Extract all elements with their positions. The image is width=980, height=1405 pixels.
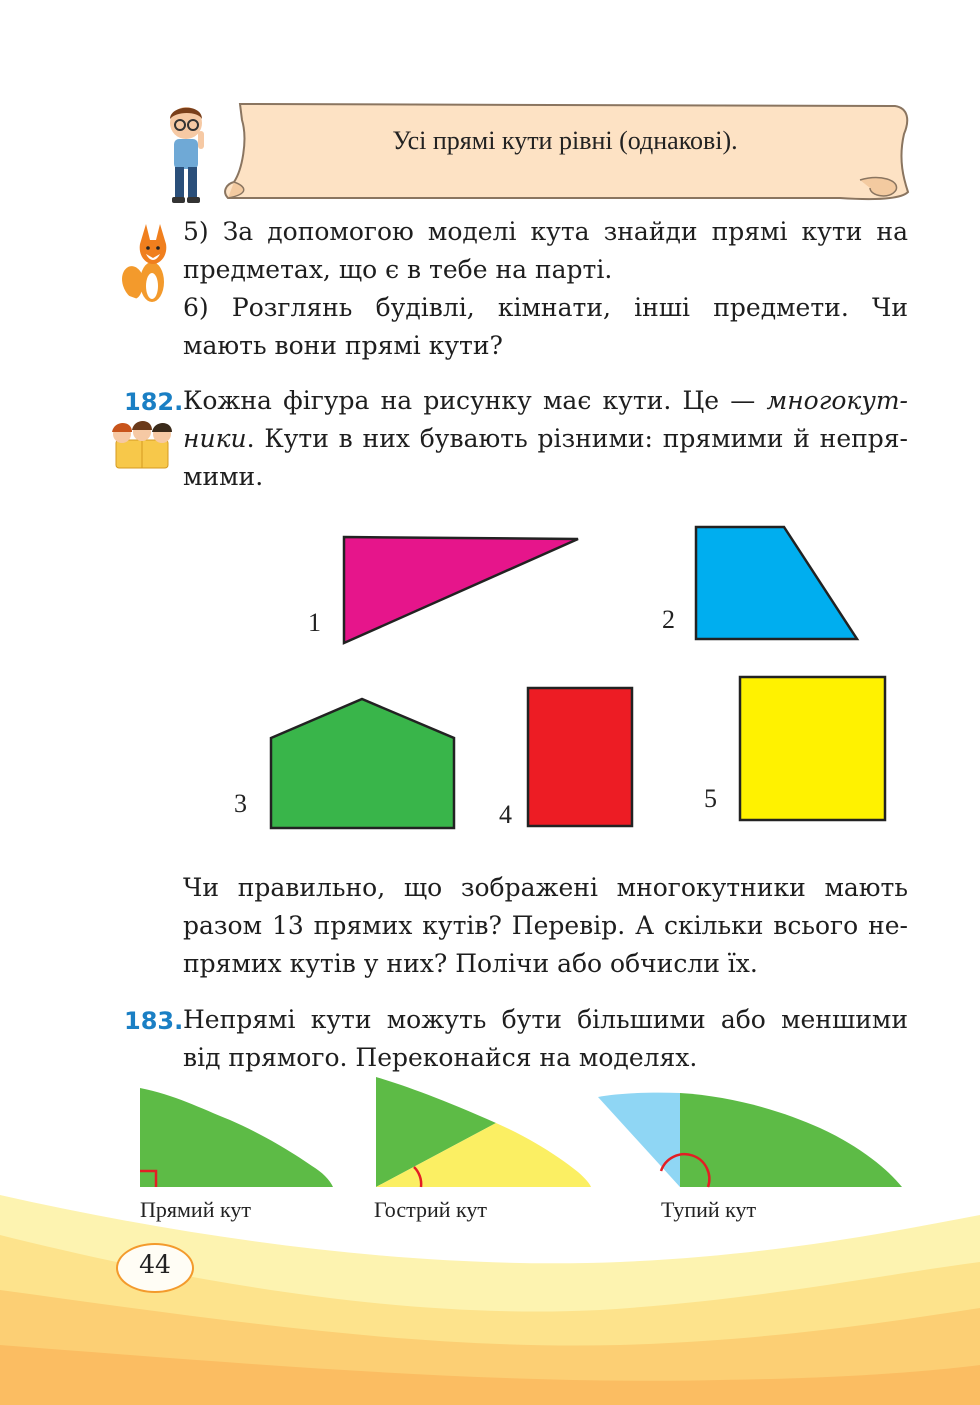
- figure-label-2: 2: [662, 605, 675, 634]
- tasks-line-1: 5) За допомогою моделі кута знайди прямі кути на: [183, 217, 908, 246]
- right-angle-model: [140, 1088, 333, 1187]
- tasks-line-2: предметах, що є в тебе на парті.: [183, 255, 613, 284]
- obtuse-angle-model: [598, 1093, 902, 1187]
- figure-label-3: 3: [234, 789, 247, 818]
- acute-angle-model: [376, 1077, 591, 1187]
- task-183-line-2: від прямого. Переконайся на моделях.: [183, 1043, 698, 1072]
- task-182-line-1a: Кожна фігура на рисунку має кути. Це —: [183, 386, 767, 415]
- question-line-1: Чи правильно, що зображені многокутники мають: [183, 873, 908, 902]
- caption-acute-angle: Гострий кут: [374, 1197, 488, 1222]
- figure-label-4: 4: [499, 800, 512, 829]
- task-182-line-3: мими.: [183, 462, 264, 491]
- page-number: 44: [139, 1250, 171, 1279]
- tasks-line-3: 6) Розглянь будівлі, кімнати, інші предмети. Чи: [183, 293, 908, 322]
- figure-label-1: 1: [308, 608, 321, 637]
- term-polygons-part1: многокут-: [766, 386, 908, 415]
- banner-text: Усі прямі кути рівні (однакові).: [392, 126, 738, 155]
- task-182-number: 182.: [124, 388, 184, 416]
- caption-right-angle: Прямий кут: [140, 1197, 251, 1222]
- caption-obtuse-angle: Тупий кут: [661, 1197, 757, 1222]
- task-183-line-1: Непрямі кути можуть бути більшими або меншими: [183, 1005, 908, 1034]
- task-183-number: 183.: [124, 1007, 184, 1035]
- question-line-2: разом 13 прямих кутів? Перевір. А скільки всього не-: [183, 911, 908, 940]
- figure-label-5: 5: [704, 784, 717, 813]
- term-polygons-part2: ники: [183, 424, 247, 453]
- task-182-line-2b: . Кути в них бувають різними: прямими й непря-: [246, 424, 908, 453]
- question-line-3: прямих кутів у них? Полічи або обчисли їх.: [183, 949, 758, 978]
- tasks-line-4: мають вони прямі кути?: [183, 331, 503, 360]
